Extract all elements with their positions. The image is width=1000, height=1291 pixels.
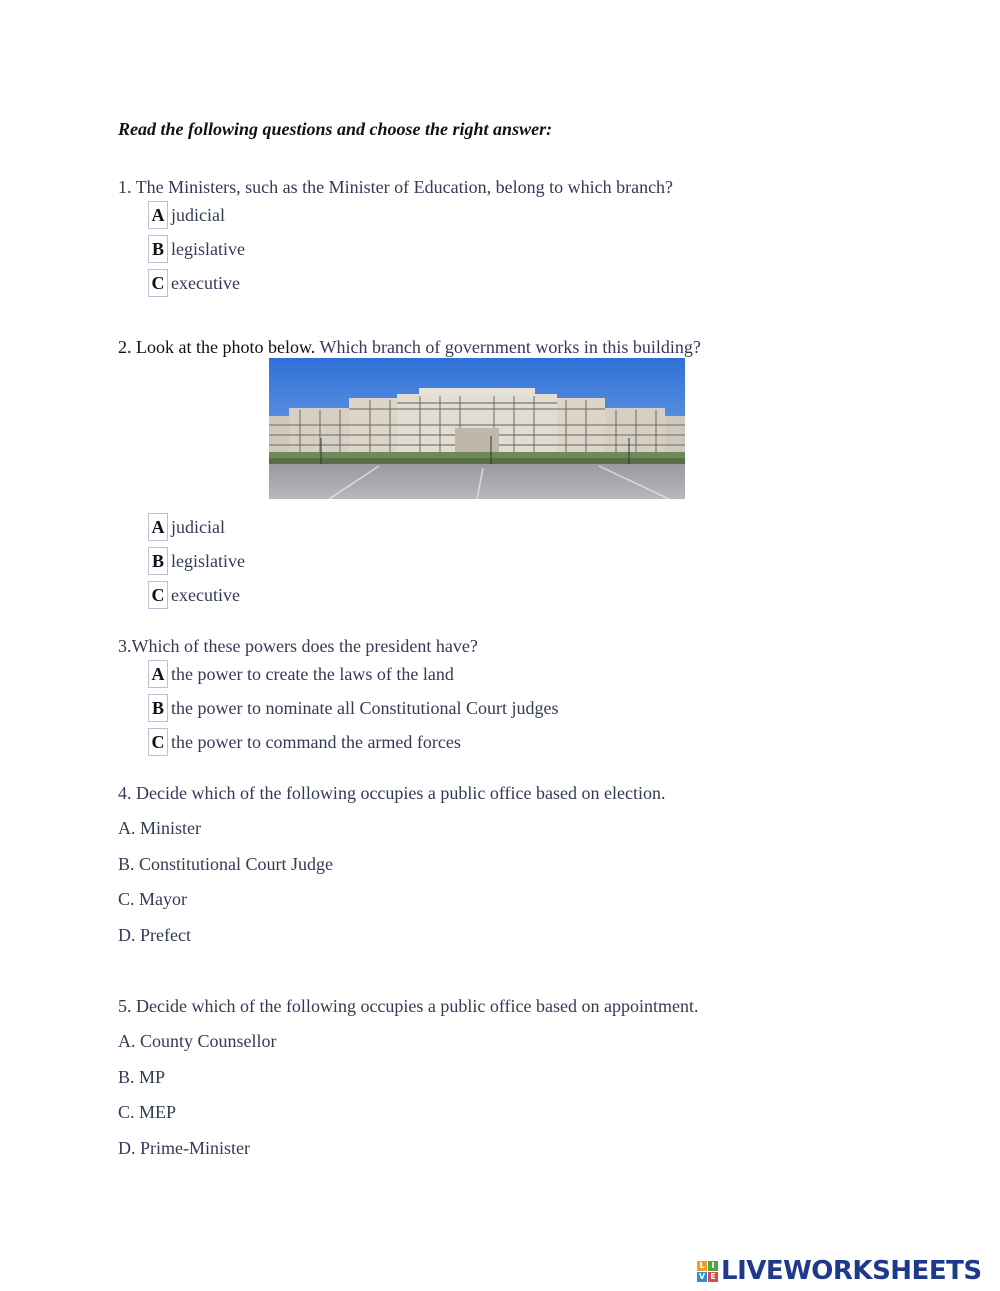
q4-option-d: D. Prefect	[118, 925, 191, 945]
logo-square: L	[697, 1261, 707, 1271]
option-label: judicial	[171, 204, 225, 225]
option-label: the power to command the armed forces	[171, 731, 461, 752]
q3-option-c[interactable]	[148, 727, 461, 757]
answer-box[interactable]: B	[148, 694, 168, 722]
q5-option-a: A. County Counsellor	[118, 1031, 277, 1051]
q2-option-c[interactable]	[148, 580, 240, 610]
logo-square: V	[698, 1271, 706, 1281]
q4-option-b: B. Constitutional Court Judge	[118, 854, 334, 874]
option-label: executive	[171, 272, 240, 293]
q4-option-a: A. Minister	[118, 818, 201, 838]
question-2-part-a: 2. Look at the photo below.	[118, 337, 316, 357]
question-1: 1. The Ministers, such as the Minister of Education, belong to which branch?	[118, 177, 674, 197]
answer-box[interactable]: C	[148, 581, 168, 609]
option-label: executive	[171, 584, 240, 605]
q5-option-c: C. MEP	[118, 1102, 177, 1122]
q5-option-d: D. Prime-Minister	[118, 1138, 250, 1158]
instructions: Read the following questions and choose the right answer:	[118, 119, 553, 139]
q3-option-b[interactable]	[148, 693, 558, 723]
answer-box[interactable]: C	[148, 728, 168, 756]
answer-box[interactable]: B	[148, 235, 168, 263]
option-label: legislative	[171, 550, 245, 571]
q3-option-a[interactable]	[148, 659, 454, 689]
question-2	[118, 336, 701, 358]
q5-option-b: B. MP	[118, 1067, 166, 1087]
option-label: legislative	[171, 238, 245, 259]
option-label: the power to create the laws of the land	[171, 663, 454, 684]
question-2-part-b: Which branch of government works in this building?	[315, 337, 701, 357]
question-3: 3.Which of these powers does the president have?	[118, 636, 478, 656]
question-5: 5. Decide which of the following occupies a public office based on appointment.	[118, 996, 699, 1016]
logo-text: LIVEWORKSHEETS	[721, 1256, 982, 1286]
question-4: 4. Decide which of the following occupies a public office based on election.	[118, 783, 666, 803]
logo-square: I	[708, 1261, 718, 1271]
answer-box[interactable]: A	[148, 660, 168, 688]
q1-option-a[interactable]	[148, 200, 225, 230]
answer-box[interactable]: A	[148, 513, 168, 541]
answer-box[interactable]: B	[148, 547, 168, 575]
q2-option-a[interactable]	[148, 512, 225, 542]
logo-mark	[697, 1261, 718, 1282]
q4-option-c: C. Mayor	[118, 889, 187, 909]
q2-option-b[interactable]	[148, 546, 245, 576]
option-label: judicial	[171, 516, 225, 537]
logo-square: E	[708, 1272, 718, 1282]
q1-option-c[interactable]	[148, 268, 240, 298]
answer-box[interactable]: A	[148, 201, 168, 229]
parliament-building-photo	[269, 358, 685, 499]
liveworksheets-logo	[697, 1256, 982, 1286]
option-label: the power to nominate all Constitutional Court judges	[171, 697, 559, 718]
answer-box[interactable]: C	[148, 269, 168, 297]
q1-option-b[interactable]	[148, 234, 245, 264]
